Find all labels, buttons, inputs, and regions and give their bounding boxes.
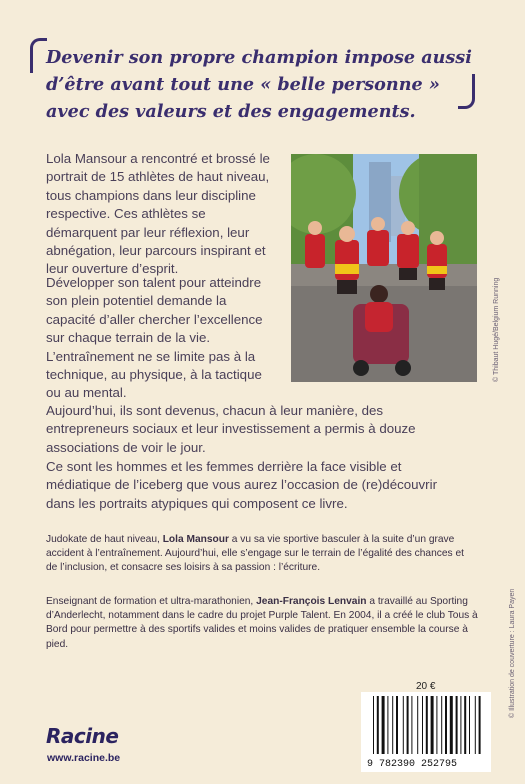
- body-paragraph-1: Aujourd’hui, ils sont devenus, chacun à leur manière, des entrepreneurs sociaux et leur investissement a permis à douze associations de voir le jour.: [46, 403, 416, 455]
- photo-credit: © Thibaut Hugé/Belgium Running: [493, 277, 500, 382]
- intro-paragraph-1: Lola Mansour a rencontré et brossé le portrait de 15 athlètes de haut niveau, tous champions dans leur discipline respective. Ces athlètes se démarquent par leur réflexion, leur abnégation, leur parcours inspirant et leur ouverture d’esprit.: [46, 151, 270, 277]
- author-bio-lola: Judokate de haut niveau, Lola Mansour a vu sa vie sportive basculer à la suite d’un grave accident à l’entraînement. Aujourd’hui, elle s’engage sur le terrain de l’égalité des chances et de l’inclusion, et consacre ses loisirs à sa passion : l’écriture.: [46, 534, 464, 574]
- publisher-website[interactable]: www.racine.be: [47, 752, 121, 764]
- author-bio-jean-francois: Enseignant de formation et ultra-marathonien, Jean-François Lenvain a travaillé au Sporting d’Anderlecht, notamment dans le cadre du projet Purple Talent. En 2004, il a créé le club Tous à Bord pour permettre à des sportifs valides et moins valides de pratiquer ensemble la course à pied.: [46, 596, 478, 650]
- body-paragraph-2: Ce sont les hommes et les femmes derrière la face visible et médiatique de l’iceberg que vous aurez l’occasion de (re)découvrir dans les portraits atypiques qui composent ce livre.: [46, 459, 437, 511]
- isbn-number: 9 782390 252795: [367, 759, 458, 770]
- intro-paragraph-2: Développer son talent pour atteindre son plein potentiel demande la capacité d’aller chercher l’excellence sur chaque terrain de la vie. L’entraînement ne se limite pas à la technique, au physique, à la tactique ou au mental.: [46, 275, 263, 401]
- publisher-logo: Racine: [46, 724, 119, 748]
- runners-photo: [291, 154, 477, 382]
- quote-bracket-open: [30, 38, 47, 73]
- author-name-jean-francois: Jean-François Lenvain: [256, 596, 367, 607]
- cover-illustration-credit: © Illustration de couverture : Laura Payen: [509, 588, 516, 718]
- author-name-lola: Lola Mansour: [162, 534, 229, 545]
- quote-bracket-close: [458, 74, 475, 109]
- pull-quote: Devenir son propre champion impose aussi d’être avant tout une « belle personne » avec des valeurs et des engagements.: [46, 47, 472, 122]
- price: 20 €: [416, 681, 436, 692]
- isbn-barcode: [361, 692, 491, 772]
- barcode-icon: [361, 692, 491, 772]
